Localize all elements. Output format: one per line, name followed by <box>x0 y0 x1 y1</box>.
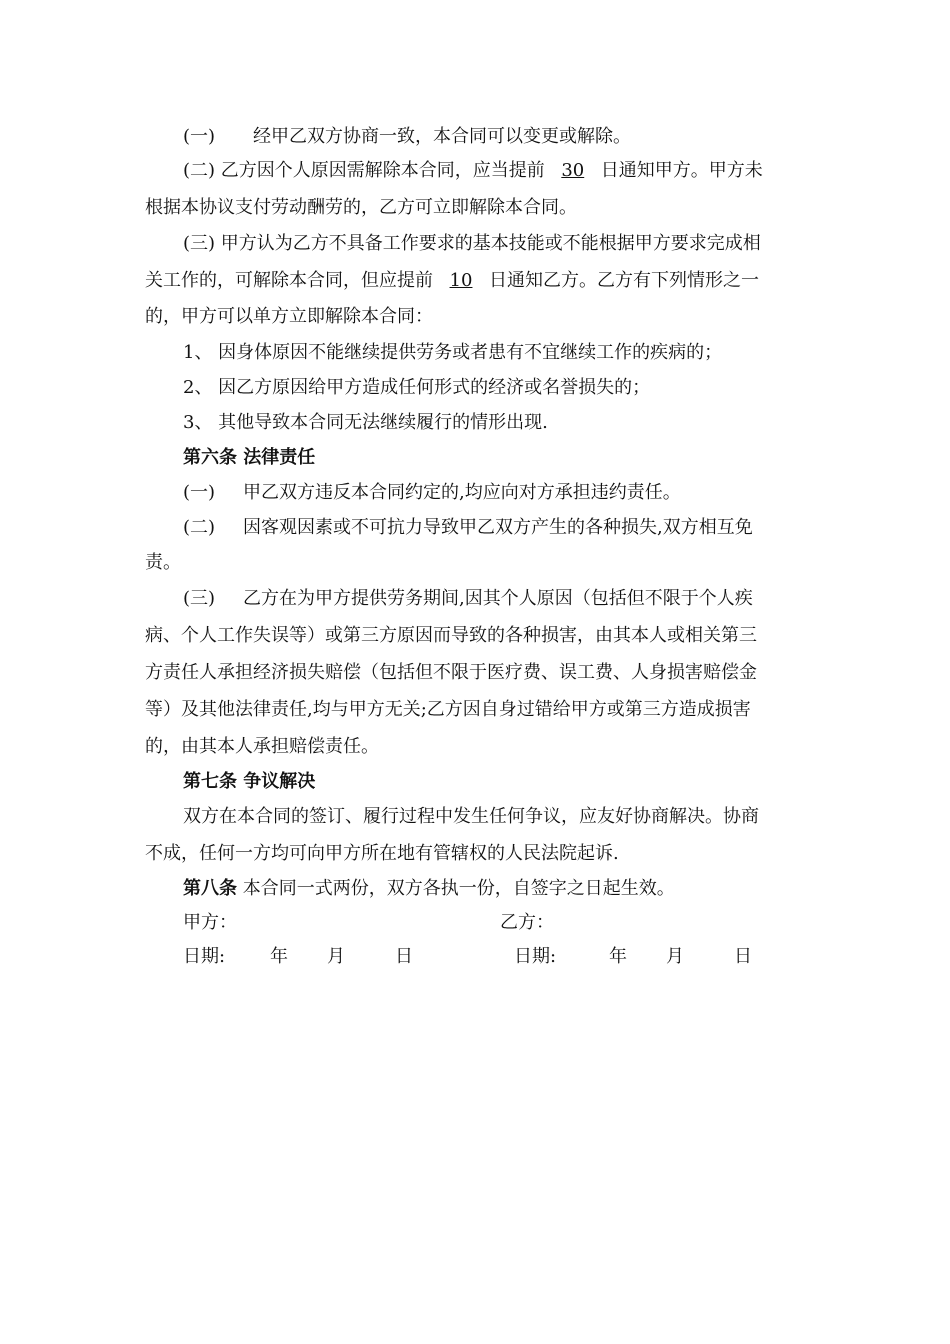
party-b-year: 年 <box>609 946 627 967</box>
item-text: 甲乙双方违反本合同约定的,均应向对方承担违约责任。 <box>243 482 681 503</box>
party-a-month: 月 <box>327 946 345 967</box>
sub-item-1: 1、 因身体原因不能继续提供劳务或者患有不宜继续工作的疾病的； <box>183 342 723 363</box>
section-7-line-1: 双方在本合同的签订、履行过程中发生任何争议，应友好协商解决。协商 <box>183 806 759 827</box>
clause-5-item-3-line-2 <box>145 270 759 292</box>
clause-6-item-3-line-2: 病、个人工作失误等）或第三方原因而导致的各种损害，由其本人或相关第三 <box>145 625 757 646</box>
section-7-title: 第七条 争议解决 <box>183 771 316 792</box>
party-a-date-label: 日期: <box>183 946 226 967</box>
section-8-text: 本合同一式两份，双方各执一份，自签字之日起生效。 <box>237 878 675 899</box>
clause-6-item-3-line-4: 等）及其他法律责任,均与甲方无关;乙方因自身过错给甲方或第三方造成损害 <box>145 699 751 720</box>
clause-5-item-3: (三) 甲方认为乙方不具备工作要求的基本技能或不能根据甲方要求完成相 <box>183 233 761 254</box>
item-text-pre: 关工作的，可解除本合同，但应提前 <box>145 270 433 291</box>
party-b-day: 日 <box>734 946 752 967</box>
clause-6-item-2 <box>183 517 753 539</box>
item-number: (一) <box>183 126 216 147</box>
notice-days-30: 30 <box>561 160 585 181</box>
item-text: 乙方在为甲方提供劳务期间,因其个人原因（包括但不限于个人疾 <box>243 588 753 609</box>
clause-6-item-3-line-3: 方责任人承担经济损失赔偿（包括但不限于医疗费、误工费、人身损害赔偿金 <box>145 662 757 683</box>
clause-6-item-2-line-2: 责。 <box>145 552 181 573</box>
item-text: 经甲乙双方协商一致，本合同可以变更或解除。 <box>253 126 632 147</box>
party-b-date-label: 日期: <box>514 946 557 967</box>
section-8-label: 第八条 <box>183 878 237 899</box>
clause-6-item-3-line-5: 的，由其本人承担赔偿责任。 <box>145 736 379 757</box>
party-b-month: 月 <box>666 946 684 967</box>
notice-days-10: 10 <box>449 270 473 291</box>
clause-5-item-1 <box>183 126 631 148</box>
item-number: (一) <box>183 482 216 503</box>
party-a-label: 甲方： <box>183 912 237 933</box>
item-text-post: 日通知乙方。乙方有下列情形之一 <box>489 270 759 291</box>
clause-6-item-1 <box>183 482 681 504</box>
party-b-label: 乙方： <box>500 912 554 933</box>
item-number: (三) <box>183 588 216 609</box>
sub-item-3: 3、 其他导致本合同无法继续履行的情形出现. <box>183 412 548 433</box>
sub-item-2: 2、 因乙方原因给甲方造成任何形式的经济或名誉损失的； <box>183 377 651 398</box>
party-a-year: 年 <box>270 946 288 967</box>
clause-5-item-3-line-3: 的，甲方可以单方立即解除本合同： <box>145 306 433 327</box>
item-number: (二) <box>183 517 216 538</box>
section-6-title: 第六条 法律责任 <box>183 447 316 468</box>
clause-5-item-2 <box>183 160 763 182</box>
clause-6-item-3 <box>183 588 753 610</box>
item-text: 因客观因素或不可抗力导致甲乙双方产生的各种损失,双方相互免 <box>243 517 753 538</box>
party-a-day: 日 <box>395 946 413 967</box>
item-text-post: 日通知甲方。甲方未 <box>600 160 763 181</box>
clause-5-item-2-line-2: 根据本协议支付劳动酬劳的，乙方可立即解除本合同。 <box>145 197 577 218</box>
section-7-line-2: 不成，任何一方均可向甲方所在地有管辖权的人民法院起诉. <box>145 843 619 864</box>
section-8 <box>183 878 675 900</box>
item-text-pre: (二) 乙方因个人原因需解除本合同，应当提前 <box>183 160 545 181</box>
